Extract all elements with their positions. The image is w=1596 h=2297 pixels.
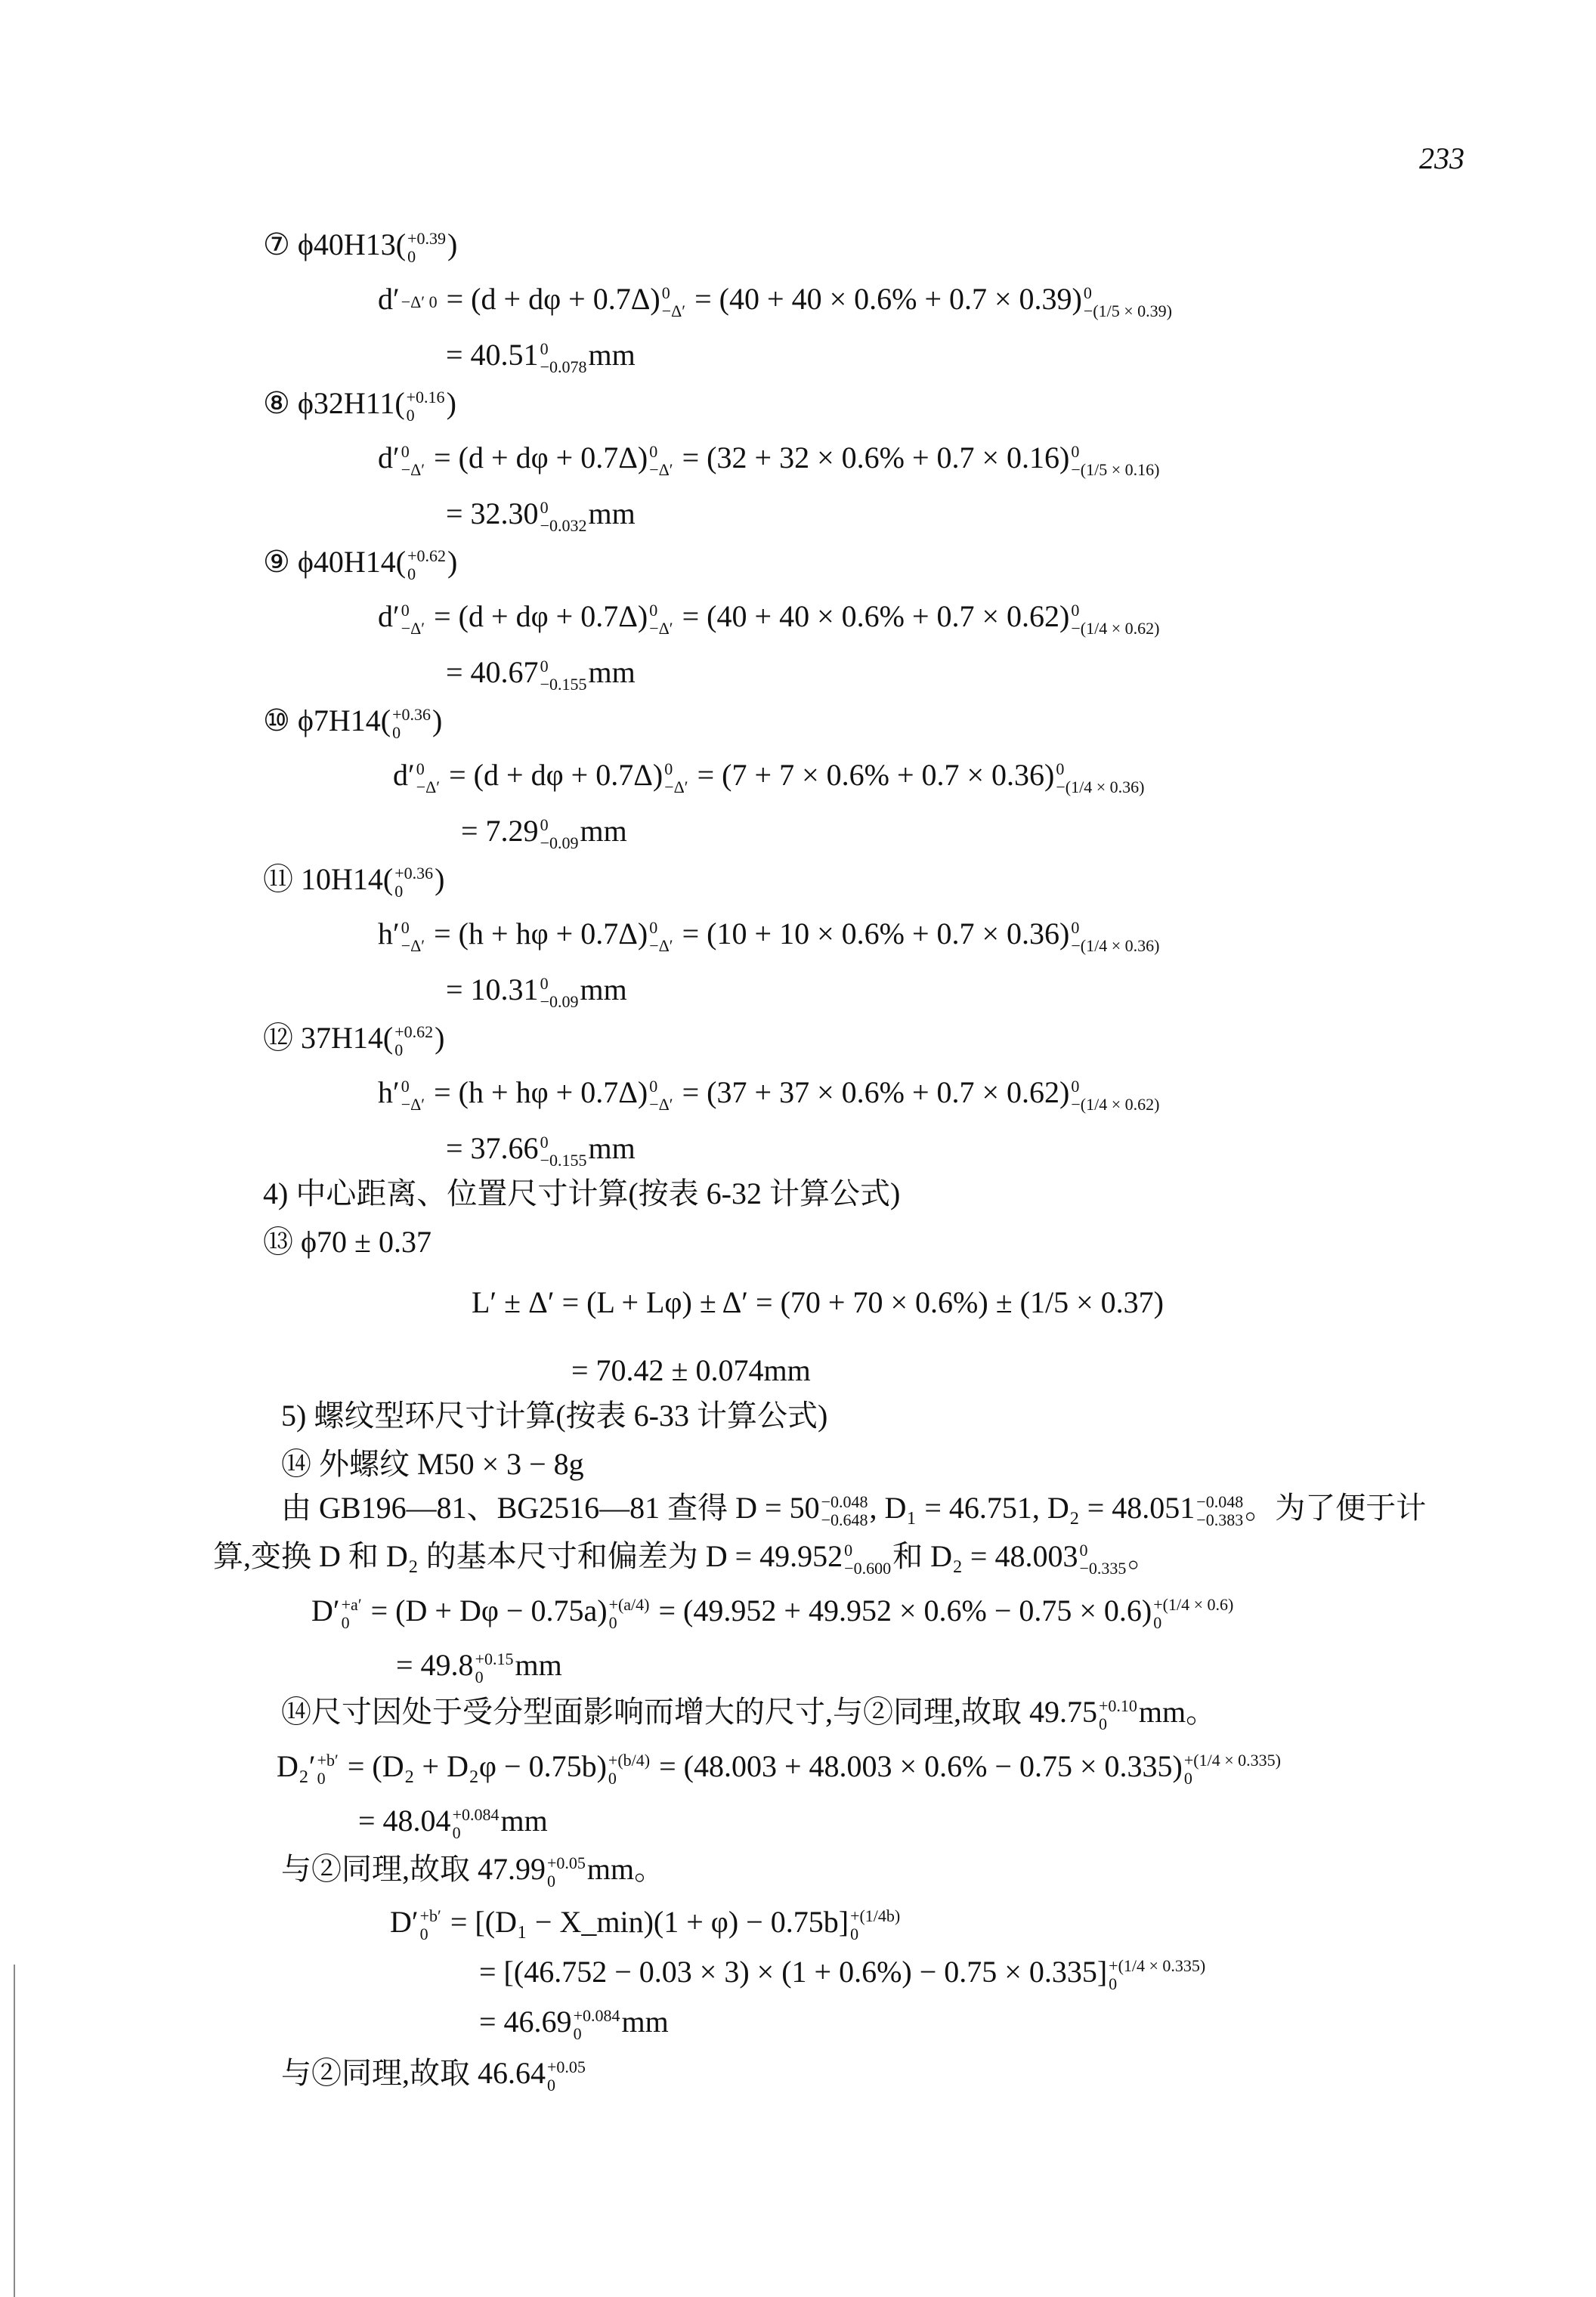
text-segment: = (d + dφ + 0.7Δ)	[441, 758, 663, 792]
text-segment: 。为了便于计	[1245, 1491, 1427, 1525]
upper-deviation: 0	[540, 497, 549, 517]
text-segment: d′	[378, 599, 400, 633]
lower-deviation: 0	[547, 1871, 555, 1890]
text-segment: mm	[500, 1804, 548, 1838]
tolerance-stack	[649, 919, 673, 955]
text-segment: = (h + hφ + 0.7Δ)	[426, 917, 648, 951]
text-segment: mm	[580, 814, 627, 848]
line-l17	[378, 1074, 1161, 1114]
line-l21	[472, 1285, 1164, 1321]
line-l31	[358, 1803, 548, 1842]
text-segment: , D₁ = 46.751, D₂ = 48.051	[869, 1491, 1195, 1525]
text-segment: )	[447, 227, 458, 261]
text-segment: = 7.29	[461, 814, 539, 848]
lower-deviation: 0	[1153, 1612, 1162, 1632]
lower-deviation: −0.078	[540, 357, 587, 376]
text-segment: = (49.952 + 49.952 × 0.6% − 0.75 × 0.6)	[651, 1594, 1152, 1628]
text-segment: = (32 + 32 × 0.6% + 0.7 × 0.16)	[674, 441, 1070, 475]
lower-deviation: −Δ′	[649, 618, 673, 638]
text-segment: = (D + Dφ − 0.75a)	[363, 1594, 608, 1628]
line-l29	[281, 1694, 1216, 1733]
lower-deviation: −Δ′	[401, 935, 425, 955]
lower-deviation: 0	[341, 1612, 350, 1632]
lower-deviation: −0.648	[821, 1510, 868, 1529]
line-l33	[390, 1904, 902, 1943]
lower-deviation: 0	[317, 1768, 326, 1788]
tolerance-stack	[1071, 601, 1159, 638]
lower-deviation: 0	[407, 246, 416, 266]
upper-deviation: +0.10	[1099, 1696, 1137, 1715]
tolerance-stack	[1071, 443, 1159, 479]
tolerance-stack	[342, 1596, 362, 1632]
text-segment: )	[447, 545, 458, 579]
text-segment: 与②同理,故取 47.99	[281, 1852, 546, 1886]
lower-deviation: 0	[475, 1667, 484, 1686]
lower-deviation: −0.09	[540, 991, 579, 1011]
tolerance-stack	[1099, 1697, 1137, 1733]
text-segment: mm	[588, 655, 636, 689]
text-segment: = 10.31	[446, 972, 539, 1006]
line-l04	[263, 385, 456, 425]
line-l10	[263, 703, 442, 742]
tolerance-stack	[664, 760, 688, 796]
page-number: 233	[1419, 141, 1465, 175]
upper-deviation: +0.15	[475, 1649, 514, 1668]
upper-deviation: +0.36	[394, 863, 434, 883]
tolerance-stack	[407, 547, 446, 583]
text-segment: ⑫ 37H14(	[263, 1021, 394, 1055]
line-l16	[263, 1020, 444, 1059]
lower-deviation: −(1/4 × 0.36)	[1071, 935, 1160, 955]
text-segment: = (d + dφ + 0.7Δ)	[426, 441, 648, 475]
tolerance-stack	[1109, 1957, 1205, 1993]
lower-deviation: −Δ′	[416, 777, 441, 796]
tolerance-stack	[401, 601, 425, 638]
lower-deviation: 0	[547, 2075, 555, 2095]
text-segment: = (40 + 40 × 0.6% + 0.7 × 0.62)	[674, 599, 1070, 633]
upper-deviation: +0.084	[573, 2005, 620, 2025]
upper-deviation: 0	[1056, 759, 1065, 778]
lower-deviation: 0	[394, 881, 404, 901]
text-segment: mm	[588, 496, 636, 530]
line-l26	[213, 1538, 1158, 1578]
lower-deviation: −(1/4 × 0.62)	[1071, 618, 1160, 638]
text-segment: d′	[378, 282, 400, 316]
tolerance-stack	[540, 657, 587, 694]
line-l25	[281, 1490, 1426, 1529]
text-segment: h′	[378, 917, 400, 951]
lower-deviation: −Δ′	[649, 459, 673, 479]
line-l34	[479, 1954, 1207, 1993]
upper-deviation: +a′	[341, 1594, 362, 1614]
upper-deviation: 0	[540, 973, 549, 993]
lower-deviation: −Δ′	[649, 935, 673, 955]
text-segment: = (40 + 40 × 0.6% + 0.7 × 0.39)	[687, 282, 1082, 316]
tolerance-stack	[547, 1854, 586, 1890]
line-l30	[277, 1748, 1282, 1788]
upper-deviation: +0.084	[452, 1804, 500, 1824]
text-segment: = (d + dφ + 0.7Δ)	[426, 599, 648, 633]
text-segment: = (d + dφ + 0.7Δ)	[438, 282, 660, 316]
line-l07	[263, 544, 457, 583]
text-segment: h′	[378, 1075, 400, 1109]
upper-deviation: −0.048	[821, 1492, 868, 1511]
line-l19	[263, 1176, 900, 1212]
text-segment: mm	[621, 2005, 669, 2039]
text-segment: 和 D₂ = 48.003	[892, 1539, 1078, 1573]
lower-deviation: 0	[406, 405, 415, 425]
upper-deviation: 0	[416, 759, 425, 778]
lower-deviation: −0.09	[540, 833, 579, 852]
line-l24	[281, 1446, 584, 1482]
upper-deviation: 0	[1079, 1540, 1088, 1560]
text-segment: d′	[378, 441, 400, 475]
line-l28	[396, 1647, 562, 1686]
lower-deviation: 0	[608, 1768, 617, 1788]
tolerance-stack	[850, 1907, 900, 1943]
line-l15	[446, 972, 627, 1011]
upper-deviation: 0	[540, 656, 549, 675]
tolerance-stack	[540, 499, 587, 535]
tolerance-stack	[317, 1751, 339, 1788]
upper-deviation: +0.62	[407, 546, 447, 565]
lower-deviation: −0.335	[1079, 1558, 1127, 1578]
upper-deviation: +(b/4)	[608, 1750, 651, 1770]
lower-deviation: 0	[419, 1924, 428, 1943]
upper-deviation: +b′	[317, 1750, 339, 1770]
lower-deviation: −Δ′	[661, 301, 686, 320]
text-segment: = 48.04	[358, 1804, 451, 1838]
text-segment: = (D₂ + D₂φ − 0.75b)	[339, 1749, 607, 1783]
lower-deviation: −0.032	[540, 515, 587, 535]
text-segment: = 70.42 ± 0.074mm	[571, 1353, 811, 1387]
text-segment: )	[435, 862, 445, 896]
line-l18	[446, 1130, 636, 1170]
line-l05	[378, 440, 1161, 479]
text-segment: ⑭ 外螺纹 M50 × 3 − 8g	[281, 1447, 584, 1481]
line-l01	[263, 227, 457, 266]
upper-deviation: +0.16	[406, 387, 445, 407]
line-l27	[311, 1593, 1235, 1632]
lower-deviation: −(1/4 × 0.36)	[1056, 777, 1145, 796]
upper-deviation: −0.048	[1196, 1492, 1244, 1511]
tolerance-stack	[407, 388, 445, 425]
tolerance-stack	[394, 1023, 433, 1059]
tolerance-stack	[453, 1806, 500, 1842]
tolerance-stack	[1084, 284, 1172, 320]
line-l12	[461, 813, 627, 852]
tolerance-stack	[407, 230, 446, 266]
lower-deviation: 0	[407, 564, 416, 583]
text-segment: = (10 + 10 × 0.6% + 0.7 × 0.36)	[674, 917, 1070, 951]
upper-deviation: 0	[401, 917, 410, 937]
text-segment: )	[432, 703, 443, 737]
tolerance-stack	[821, 1493, 868, 1529]
tolerance-stack	[649, 1077, 673, 1114]
scan-margin-line	[14, 1965, 15, 2297]
text-segment: ⑧ ϕ32H11(	[263, 386, 405, 420]
text-segment: = (37 + 37 × 0.6% + 0.7 × 0.62)	[674, 1075, 1070, 1109]
upper-deviation: +0.36	[392, 704, 431, 724]
tolerance-stack	[392, 706, 431, 742]
upper-deviation: +(1/4 × 0.335)	[1183, 1750, 1281, 1770]
tolerance-stack	[649, 601, 673, 638]
lower-deviation: −0.155	[540, 1150, 587, 1170]
line-l08	[378, 598, 1161, 638]
lower-deviation: −Δ′	[664, 777, 688, 796]
upper-deviation: +0.62	[394, 1022, 434, 1041]
upper-deviation: 0	[664, 759, 673, 778]
tolerance-stack	[394, 864, 433, 901]
upper-deviation: +(1/4b)	[850, 1906, 901, 1925]
line-l35	[479, 2004, 669, 2043]
upper-deviation: 0	[844, 1540, 853, 1560]
upper-deviation: +0.05	[547, 2057, 586, 2076]
lower-deviation: 0	[1109, 1974, 1118, 1993]
lower-deviation: −(1/5 × 0.16)	[1071, 459, 1160, 479]
text-segment: 4) 中心距离、位置尺寸计算(按表 6-32 计算公式)	[263, 1176, 901, 1210]
text-segment: ⑭尺寸因处于受分型面影响而增大的尺寸,与②同理,故取 49.75	[281, 1695, 1097, 1729]
tolerance-stack	[540, 816, 579, 852]
text-segment: mm。	[1138, 1695, 1217, 1729]
upper-deviation: +0.05	[547, 1853, 586, 1872]
upper-deviation: +(a/4)	[608, 1594, 650, 1614]
line-l23	[281, 1398, 827, 1434]
upper-deviation: +0.39	[407, 228, 447, 248]
line-l03	[446, 337, 636, 376]
tolerance-stack	[608, 1751, 650, 1788]
text-segment: = (h + hφ + 0.7Δ)	[426, 1075, 648, 1109]
text-segment: 与②同理,故取 46.64	[281, 2056, 546, 2090]
tolerance-stack	[844, 1541, 891, 1578]
text-segment: ⑩ ϕ7H14(	[263, 703, 391, 737]
upper-deviation: 0	[649, 917, 658, 937]
upper-deviation: 0	[649, 441, 658, 461]
line-l36	[281, 2055, 587, 2095]
text-segment: )	[435, 1021, 445, 1055]
lower-deviation: −Δ′	[649, 1094, 673, 1114]
text-segment: D₂′	[277, 1749, 316, 1783]
lower-deviation: 0	[573, 2023, 582, 2043]
text-segment: 5) 螺纹型环尺寸计算(按表 6-33 计算公式)	[281, 1399, 828, 1433]
tolerance-stack	[540, 975, 579, 1011]
upper-deviation: 0	[540, 815, 549, 834]
text-segment: mm	[580, 972, 627, 1006]
lower-deviation: −Δ′	[401, 1094, 425, 1114]
text-segment: = 37.66	[446, 1131, 539, 1165]
text-segment: 算,变换 D 和 D₂ 的基本尺寸和偏差为 D = 49.952	[213, 1539, 843, 1573]
upper-deviation: 0	[1071, 917, 1080, 937]
lower-deviation: 0	[1183, 1768, 1192, 1788]
tolerance-stack	[1196, 1493, 1243, 1529]
lower-deviation: −Δ′ 0	[401, 292, 438, 311]
lower-deviation: −0.155	[540, 674, 587, 694]
upper-deviation: +(1/4 × 0.335)	[1109, 1955, 1206, 1975]
tolerance-stack	[401, 919, 425, 955]
line-l09	[446, 654, 636, 694]
text-segment: ⑦ ϕ40H13(	[263, 227, 407, 261]
upper-deviation: 0	[1071, 441, 1080, 461]
lower-deviation: −Δ′	[401, 459, 425, 479]
text-segment: ⑬ ϕ70 ± 0.37	[263, 1225, 432, 1259]
upper-deviation: 0	[540, 1132, 549, 1152]
text-segment: = 32.30	[446, 496, 539, 530]
text-segment: ⑪ 10H14(	[263, 862, 394, 896]
tolerance-stack	[540, 340, 587, 376]
tolerance-stack	[1071, 919, 1159, 955]
tolerance-stack	[649, 443, 673, 479]
text-segment: mm	[515, 1648, 562, 1682]
text-segment: )	[446, 386, 456, 420]
lower-deviation: 0	[850, 1924, 859, 1943]
tolerance-stack	[401, 1077, 425, 1114]
text-segment: ⑨ ϕ40H14(	[263, 545, 407, 579]
text-segment: mm。	[586, 1852, 665, 1886]
lower-deviation: −0.600	[844, 1558, 892, 1578]
lower-deviation: 0	[394, 1040, 404, 1059]
line-l14	[378, 916, 1161, 955]
lower-deviation: −(1/5 × 0.39)	[1083, 301, 1172, 320]
tolerance-stack	[1184, 1751, 1281, 1788]
lower-deviation: 0	[608, 1612, 617, 1632]
lower-deviation: −0.383	[1196, 1510, 1244, 1529]
text-segment: D′	[311, 1594, 340, 1628]
upper-deviation: 0	[661, 283, 670, 302]
upper-deviation: 0	[540, 339, 549, 358]
line-l13	[263, 861, 444, 901]
upper-deviation: 0	[649, 1076, 658, 1096]
tolerance-stack	[547, 2058, 586, 2095]
tolerance-stack	[540, 1133, 587, 1170]
text-segment: = 46.69	[479, 2005, 572, 2039]
lower-deviation: −Δ′	[401, 618, 425, 638]
text-segment: 由 GB196—81、BG2516—81 查得 D = 50	[281, 1491, 820, 1525]
line-l02	[378, 281, 1174, 320]
tolerance-stack	[1056, 760, 1144, 796]
line-l22	[571, 1353, 811, 1389]
tolerance-stack	[475, 1650, 514, 1686]
text-segment: = (48.003 + 48.003 × 0.6% − 0.75 × 0.335)	[651, 1749, 1183, 1783]
text-segment: = 40.51	[446, 338, 539, 372]
upper-deviation: +b′	[419, 1906, 441, 1925]
lower-deviation: 0	[452, 1822, 461, 1842]
lower-deviation: −(1/4 × 0.62)	[1071, 1094, 1160, 1114]
upper-deviation: 0	[1071, 1076, 1080, 1096]
tolerance-stack	[416, 760, 440, 796]
text-segment: = 49.8	[396, 1648, 474, 1682]
text-segment: = [(46.752 − 0.03 × 3) × (1 + 0.6%) − 0.75 × 0.335]	[479, 1955, 1108, 1989]
tolerance-stack	[401, 443, 425, 479]
upper-deviation: 0	[1083, 283, 1092, 302]
text-segment: = 40.67	[446, 655, 539, 689]
line-l20	[263, 1224, 431, 1260]
line-l11	[393, 757, 1146, 796]
text-segment: D′	[390, 1905, 419, 1939]
upper-deviation: +(1/4 × 0.6)	[1153, 1594, 1234, 1614]
text-segment: L′ ± Δ′ = (L + Lφ) ± Δ′ = (70 + 70 × 0.6%) ± (1/5 × 0.37)	[472, 1285, 1164, 1319]
upper-deviation: 0	[401, 600, 410, 620]
upper-deviation: 0	[649, 600, 658, 620]
text-segment: mm	[588, 338, 636, 372]
line-l32	[281, 1851, 664, 1890]
upper-deviation: 0	[401, 1076, 410, 1096]
tolerance-stack	[662, 284, 685, 320]
upper-deviation: 0	[401, 441, 410, 461]
line-l06	[446, 496, 636, 535]
text-segment: 。	[1127, 1539, 1158, 1573]
tolerance-stack	[609, 1596, 650, 1632]
text-segment: = (7 + 7 × 0.6% + 0.7 × 0.36)	[689, 758, 1055, 792]
upper-deviation: 0	[1071, 600, 1080, 620]
lower-deviation: 0	[1099, 1714, 1107, 1733]
tolerance-stack	[1153, 1596, 1233, 1632]
tolerance-stack	[420, 1907, 441, 1943]
tolerance-stack	[574, 2007, 620, 2043]
lower-deviation: 0	[392, 722, 401, 742]
text-segment: d′	[393, 758, 415, 792]
text-segment: mm	[588, 1131, 636, 1165]
text-segment: = [(D₁ − X_min)(1 + φ) − 0.75b]	[442, 1905, 849, 1939]
tolerance-stack	[1079, 1541, 1126, 1578]
tolerance-stack	[401, 293, 438, 311]
tolerance-stack	[1071, 1077, 1159, 1114]
